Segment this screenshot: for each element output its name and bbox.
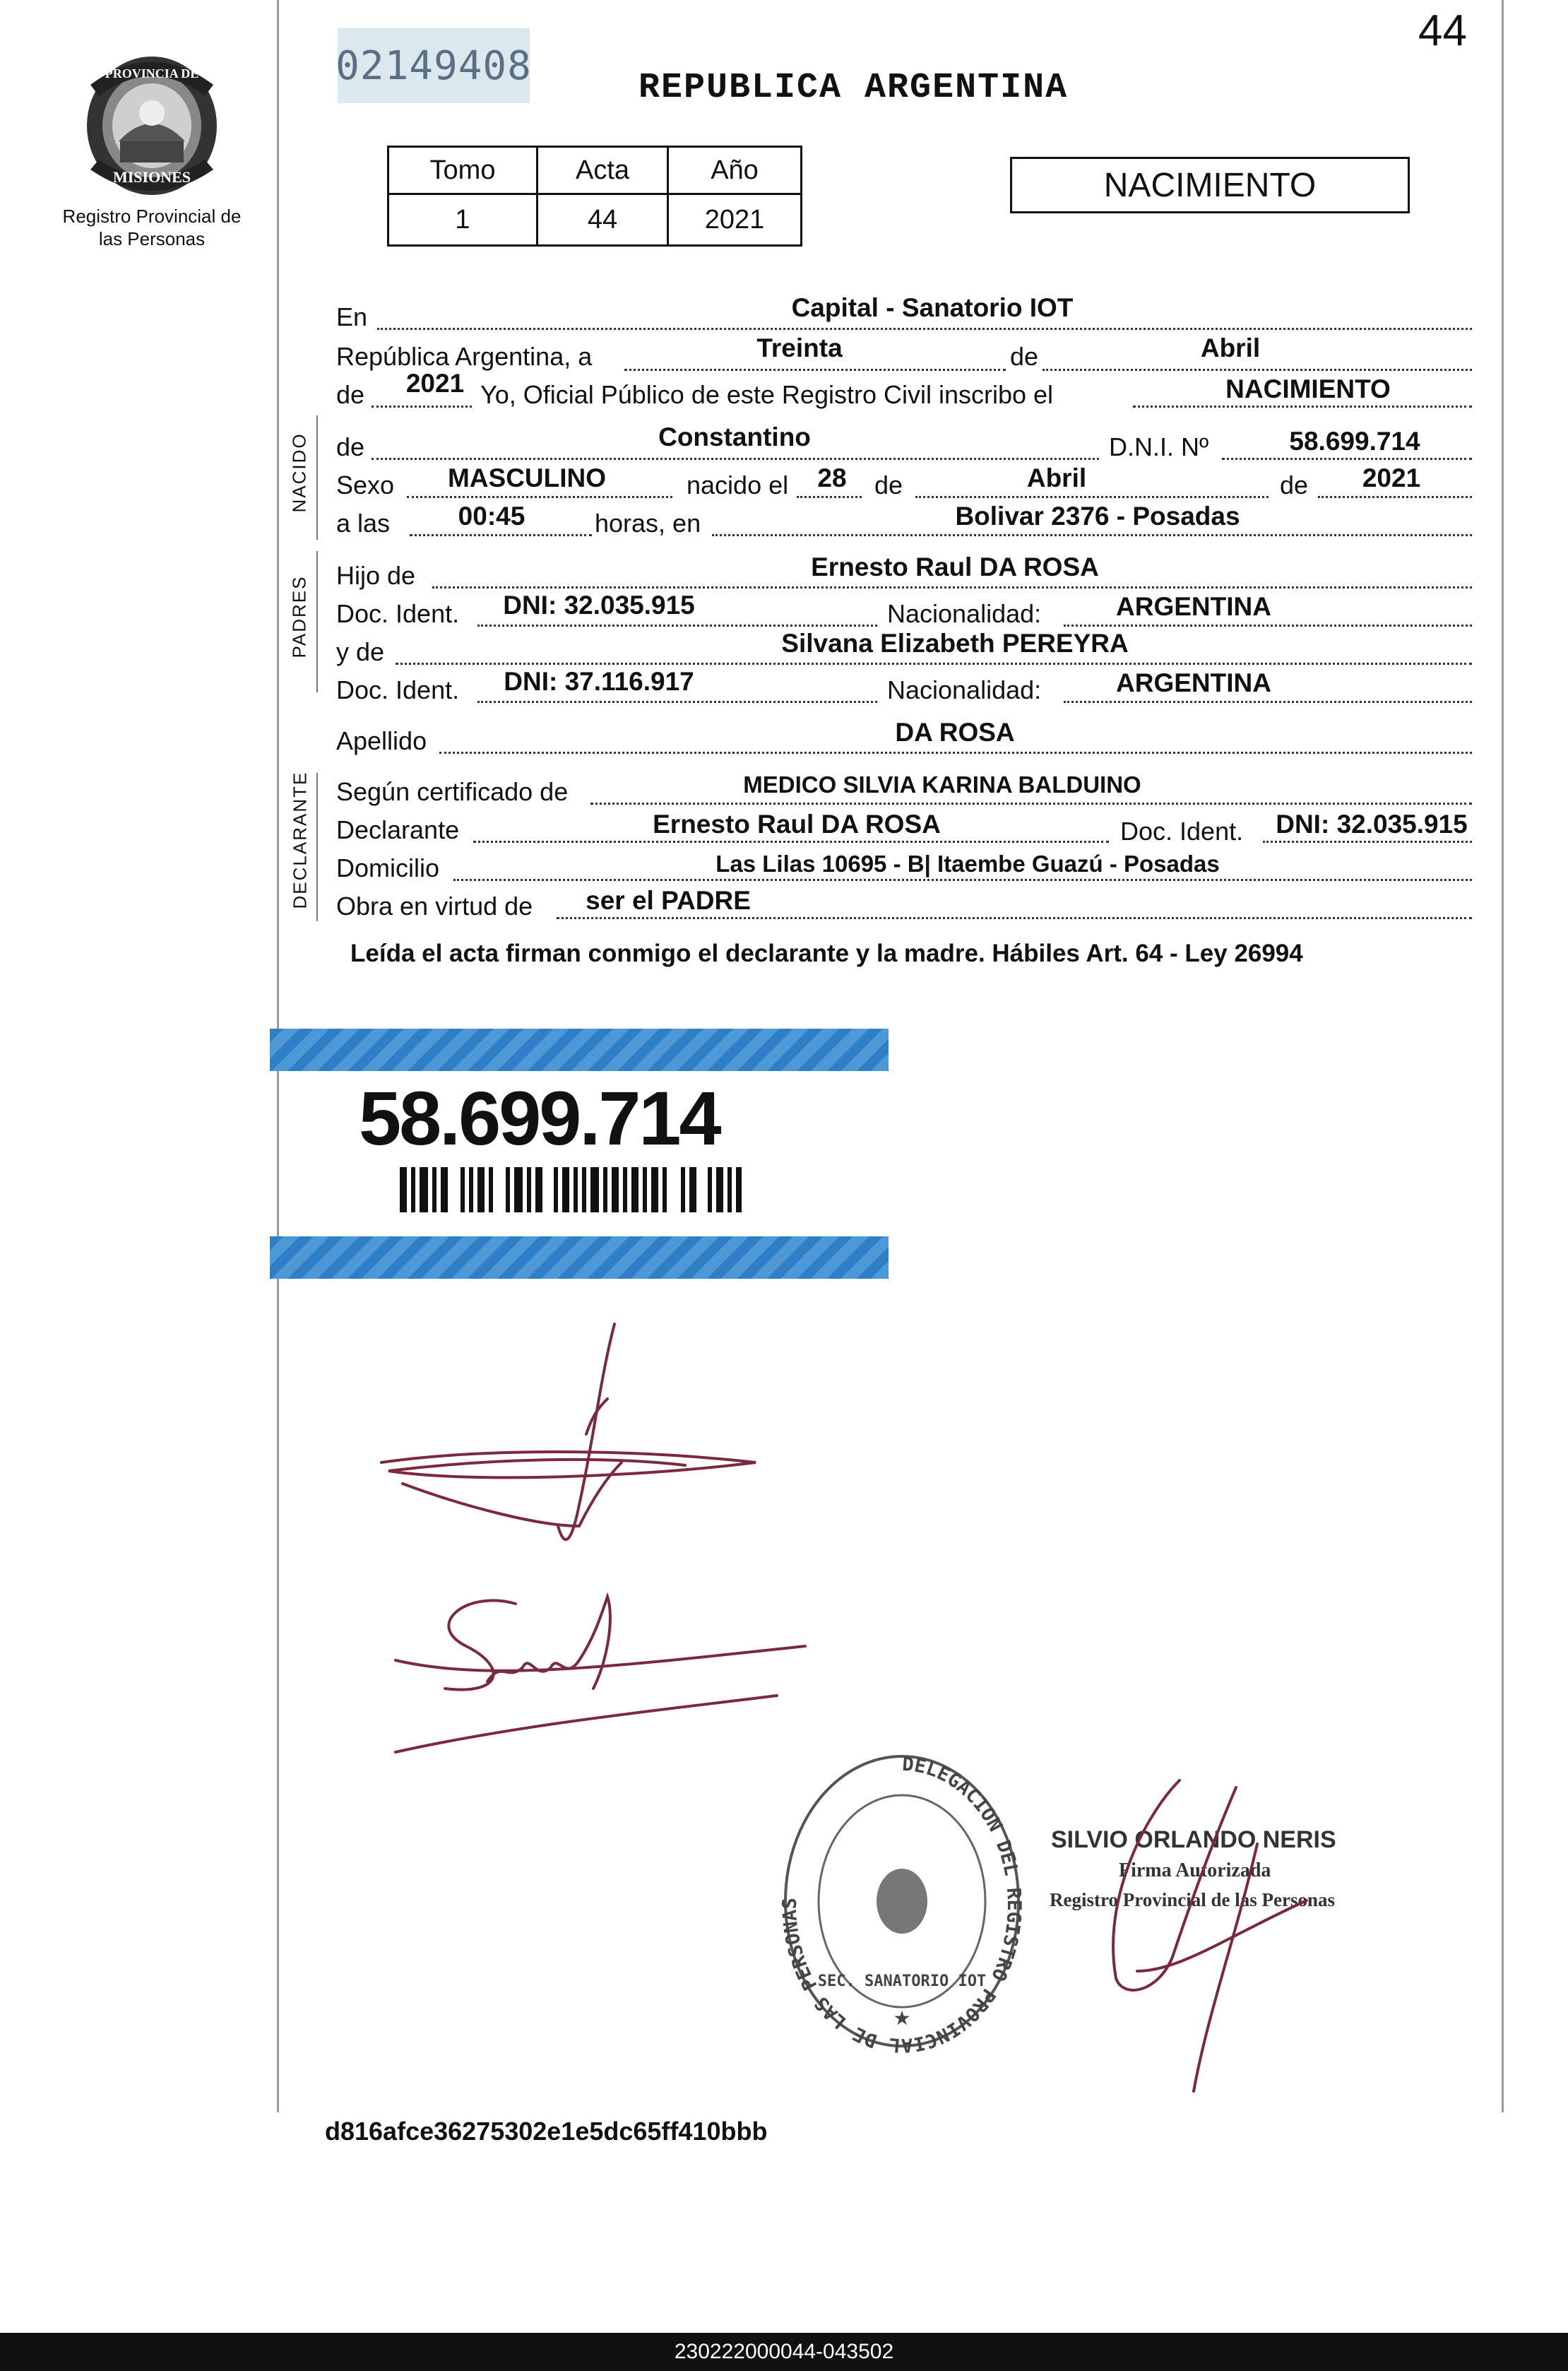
dotted-line <box>1133 406 1472 408</box>
section-rule <box>316 551 318 692</box>
stamp-inner-text: SEC. SANATORIO IOT <box>817 1973 987 1990</box>
value-lugar-nac: Bolivar 2376 - Posadas <box>955 502 1240 531</box>
label-nacido-el: nacido el <box>687 471 789 499</box>
dotted-line <box>557 917 1472 919</box>
side-label-padres: PADRES <box>288 575 310 658</box>
dotted-line <box>624 369 1006 371</box>
label-yo-oficial: Yo, Oficial Público de este Registro Civil inscribo el <box>480 380 1054 409</box>
value-obra: ser el PADRE <box>586 886 751 915</box>
footer-code: 230222000044-043502 <box>0 2333 1568 2371</box>
value-padre: Ernesto Raul DA ROSA <box>811 552 1099 581</box>
side-label-declarante: DECLARANTE <box>289 771 311 909</box>
value-lugar: Capital - Sanatorio IOT <box>791 293 1074 322</box>
label-de2: de <box>874 471 903 499</box>
registry-label: Registro Provincial de las Personas <box>62 206 242 249</box>
label-nacionalidad-1: Nacionalidad: <box>887 599 1042 628</box>
value-anio-nac: 2021 <box>1362 463 1421 492</box>
value-padre-doc: DNI: 32.035.915 <box>503 591 695 620</box>
value-declarante-doc: DNI: 32.035.915 <box>1276 810 1468 839</box>
value-tomo: 1 <box>388 194 537 246</box>
dotted-line <box>1318 496 1472 498</box>
stamp-ring-text: DELEGACION DEL REGISTRO PROVINCIAL DE LAS PERSONAS <box>778 1753 1025 2057</box>
label-segun: Según certificado de <box>336 777 569 806</box>
dotted-line <box>432 586 1472 589</box>
dotted-line <box>439 752 1472 754</box>
label-de3: de <box>1280 471 1309 499</box>
province-seal-logo <box>76 42 227 203</box>
dotted-line <box>477 625 877 627</box>
value-dia-nac: 28 <box>817 463 847 492</box>
label-sexo: Sexo <box>336 471 395 499</box>
dotted-line <box>477 701 877 703</box>
right-margin-rule <box>1502 0 1504 2112</box>
record-table <box>387 146 802 247</box>
official-role: Firma Autorizada <box>1119 1859 1271 1881</box>
value-mes: Abril <box>1200 333 1261 362</box>
official-office: Registro Provincial de las Personas <box>1050 1889 1335 1910</box>
label-de-nombre: de <box>336 432 365 461</box>
dotted-line <box>915 496 1269 498</box>
dotted-line <box>1222 458 1472 460</box>
dni-sticker-number: 58.699.714 <box>359 1075 720 1161</box>
dotted-line <box>410 534 592 536</box>
document-hash: d816afce36275302e1e5dc65ff410bbb <box>325 2117 768 2146</box>
svg-text:★: ★ <box>893 2007 911 2029</box>
value-apellido: DA ROSA <box>895 718 1015 747</box>
dotted-line <box>712 534 1472 536</box>
dotted-line <box>590 803 1472 805</box>
label-domicilio: Domicilio <box>336 853 440 882</box>
value-domicilio: Las Lilas 10695 - B| Itaembe Guazú - Posadas <box>715 851 1220 877</box>
value-acta: 44 <box>537 194 668 246</box>
label-apellido: Apellido <box>336 726 427 755</box>
label-doc-ident-3: Doc. Ident. <box>1120 817 1244 846</box>
label-dni: D.N.I. Nº <box>1109 432 1209 461</box>
serial-number-sticker: 02149408 <box>338 28 530 103</box>
value-nombre: Constantino <box>658 422 811 451</box>
dotted-line <box>453 879 1472 881</box>
official-signature <box>1074 1759 1328 2102</box>
value-madre: Silvana Elizabeth PEREYRA <box>781 629 1129 658</box>
label-horas-en: horas, en <box>595 509 701 538</box>
label-doc-ident-1: Doc. Ident. <box>336 599 460 628</box>
value-mes-nac: Abril <box>1026 463 1087 492</box>
label-de-mes: de <box>1010 342 1039 371</box>
svg-text:PROVINCIA DE: PROVINCIA DE <box>105 66 199 81</box>
label-nacionalidad-2: Nacionalidad: <box>887 675 1042 704</box>
dotted-line <box>797 496 862 498</box>
label-en: En <box>336 302 368 331</box>
record-type-box: NACIMIENTO <box>1010 157 1410 213</box>
value-anio: 2021 <box>405 369 465 398</box>
declarant-signature <box>374 1314 770 1586</box>
label-y-de: y de <box>336 637 385 666</box>
label-a-las: a las <box>336 509 391 538</box>
header-tomo: Tomo <box>388 147 537 194</box>
section-rule <box>316 773 318 921</box>
value-madre-doc: DNI: 37.116.917 <box>504 667 694 696</box>
label-doc-ident-2: Doc. Ident. <box>336 675 460 704</box>
label-obra: Obra en virtud de <box>336 892 533 921</box>
closing-note: Leída el acta firman conmigo el declarante y la madre. Hábiles Art. 64 - Ley 26994 <box>350 940 1303 967</box>
dotted-line <box>396 663 1472 665</box>
dotted-line <box>1064 701 1472 703</box>
mother-signature <box>381 1575 819 1763</box>
page-number: 44 <box>1418 6 1467 55</box>
label-declarante: Declarante <box>336 815 460 844</box>
svg-text:MISIONES: MISIONES <box>112 168 191 186</box>
label-republica: República Argentina, a <box>336 342 593 371</box>
dotted-line <box>1043 369 1472 371</box>
value-padre-nac: ARGENTINA <box>1116 592 1271 621</box>
value-dni: 58.699.714 <box>1289 427 1420 456</box>
value-madre-nac: ARGENTINA <box>1116 668 1271 697</box>
dotted-line <box>372 458 1099 460</box>
sticker-band-top <box>270 1029 889 1071</box>
value-hora: 00:45 <box>458 502 525 531</box>
sticker-band-bottom <box>270 1236 889 1279</box>
dotted-line <box>377 328 1472 330</box>
value-certificado: MEDICO SILVIA KARINA BALDUINO <box>743 771 1141 798</box>
header-acta: Acta <box>537 147 668 194</box>
dotted-line <box>407 496 672 498</box>
value-anio: 2021 <box>668 194 802 246</box>
official-name: SILVIO ORLANDO NERIS <box>1051 1826 1336 1853</box>
value-dia-texto: Treinta <box>756 333 843 362</box>
section-rule <box>316 415 318 540</box>
dotted-line <box>1263 841 1472 843</box>
dotted-line <box>1064 625 1472 627</box>
official-stamp <box>771 1742 1033 2064</box>
document-title: REPUBLICA ARGENTINA <box>639 68 1069 108</box>
value-tipo: NACIMIENTO <box>1225 374 1391 403</box>
value-declarante: Ernesto Raul DA ROSA <box>653 810 941 839</box>
label-de-anio: de <box>336 380 365 409</box>
value-sexo: MASCULINO <box>447 463 607 492</box>
dotted-line <box>473 841 1109 843</box>
barcode <box>400 1167 742 1216</box>
side-label-nacido: NACIDO <box>288 432 310 513</box>
dotted-line <box>372 406 472 408</box>
header-anio: Año <box>668 147 802 194</box>
label-hijo-de: Hijo de <box>336 561 416 590</box>
